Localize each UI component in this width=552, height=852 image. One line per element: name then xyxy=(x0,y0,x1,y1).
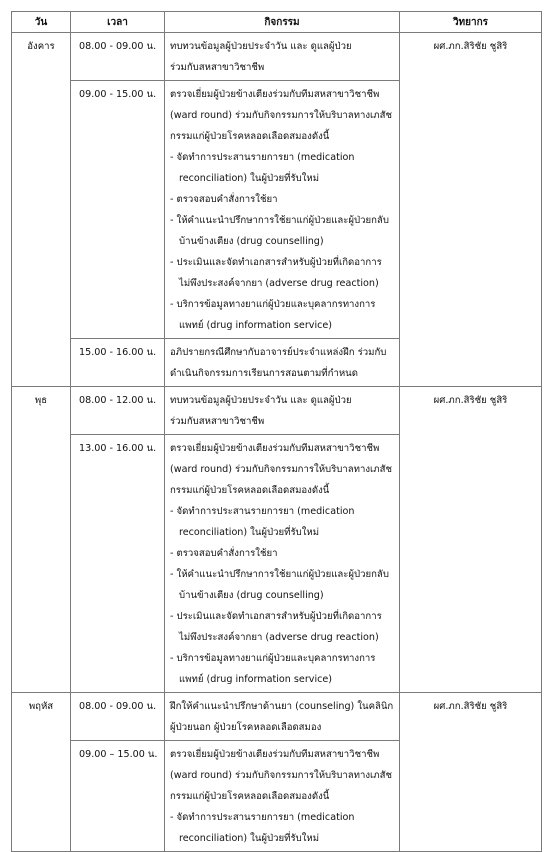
table-row xyxy=(12,387,542,435)
activity-line: ตรวจเยี่ยมผู้ป่วยข้างเตียงร่วมกับทีมสหสาขาวิชาชีพ xyxy=(170,89,380,100)
activity-cell xyxy=(165,693,400,741)
header-day: วัน xyxy=(12,12,71,33)
activity-line: ฝึกให้คำแนะนำปรึกษาด้านยา (counseling) ในคลินิก xyxy=(170,701,394,712)
schedule-body xyxy=(12,33,542,852)
activity-line: (ward round) ร่วมกับกิจกรรมการให้บริบาลทางเภสัช xyxy=(170,464,392,475)
activity-line: แพทย์ (drug information service) xyxy=(179,674,333,685)
activity-line: ตรวจเยี่ยมผู้ป่วยข้างเตียงร่วมกับทีมสหสาขาวิชาชีพ xyxy=(170,443,380,454)
activity-line: ทบทวนข้อมูลผู้ป่วยประจำวัน และ ดูแลผู้ป่วย xyxy=(170,41,352,52)
activity-line: กรรมแก่ผู้ป่วยโรคหลอดเลือดสมองดังนี้ xyxy=(170,131,330,142)
activity-line: - ให้คำแนะนำปรึกษาการใช้ยาแก่ผู้ป่วยและผู้ป่วยกลับ xyxy=(170,215,389,226)
speaker-cell: ผศ.ภก.สิริชัย ชูสิริ xyxy=(400,693,542,852)
activity-line: reconciliation) ในผู้ป่วยที่รับใหม่ xyxy=(179,173,320,184)
header-speaker: วิทยากร xyxy=(400,12,542,33)
schedule-table xyxy=(11,11,542,852)
activity-line: ร่วมกับสหสาขาวิชาชีพ xyxy=(170,62,265,73)
header-activity: กิจกรรม xyxy=(165,12,400,33)
activity-line: บ้านข้างเตียง (drug counselling) xyxy=(179,590,324,601)
activity-line: ผู้ป่วยนอก ผู้ป่วยโรคหลอดเลือดสมอง xyxy=(170,722,322,733)
activity-line: ดำเนินกิจกรรมการเรียนการสอนตามที่กำหนด xyxy=(170,368,358,379)
activity-line: - จัดทำการประสานรายการยา (medication xyxy=(170,152,355,163)
activity-line: ไม่พึงประสงค์จากยา (adverse drug reaction) xyxy=(179,632,379,643)
activity-cell xyxy=(165,741,400,852)
activity-line: - ประเมินและจัดทำเอกสารสำหรับผู้ป่วยที่เกิดอาการ xyxy=(170,611,382,622)
activity-line: reconciliation) ในผู้ป่วยที่รับใหม่ xyxy=(179,833,320,844)
header-time: เวลา xyxy=(71,12,165,33)
speaker-cell: ผศ.ภก.สิริชัย ชูสิริ xyxy=(400,33,542,387)
activity-line: - ให้คำแนะนำปรึกษาการใช้ยาแก่ผู้ป่วยและผู้ป่วยกลับ xyxy=(170,569,389,580)
activity-line: บ้านข้างเตียง (drug counselling) xyxy=(179,236,324,247)
day-cell: อังคาร xyxy=(12,33,71,387)
activity-line: กรรมแก่ผู้ป่วยโรคหลอดเลือดสมองดังนี้ xyxy=(170,791,330,802)
activity-line: กรรมแก่ผู้ป่วยโรคหลอดเลือดสมองดังนี้ xyxy=(170,485,330,496)
activity-cell xyxy=(165,33,400,81)
time-cell: 09.00 - 15.00 น. xyxy=(71,81,165,339)
activity-line: ทบทวนข้อมูลผู้ป่วยประจำวัน และ ดูแลผู้ป่วย xyxy=(170,395,352,406)
activity-line: - ตรวจสอบคำสั่งการใช้ยา xyxy=(170,194,278,205)
activity-line: reconciliation) ในผู้ป่วยที่รับใหม่ xyxy=(179,527,320,538)
activity-cell xyxy=(165,339,400,387)
activity-line: - จัดทำการประสานรายการยา (medication xyxy=(170,812,355,823)
activity-cell xyxy=(165,435,400,693)
day-cell: พุธ xyxy=(12,387,71,693)
activity-line: แพทย์ (drug information service) xyxy=(179,320,333,331)
activity-line: (ward round) ร่วมกับกิจกรรมการให้บริบาลทางเภสัช xyxy=(170,770,392,781)
time-cell: 08.00 - 12.00 น. xyxy=(71,387,165,435)
time-cell: 08.00 - 09.00 น. xyxy=(71,693,165,741)
activity-line: - บริการข้อมูลทางยาแก่ผู้ป่วยและบุคลากรทางการ xyxy=(170,653,376,664)
activity-line: - บริการข้อมูลทางยาแก่ผู้ป่วยและบุคลากรทางการ xyxy=(170,299,376,310)
activity-line: - ตรวจสอบคำสั่งการใช้ยา xyxy=(170,548,278,559)
time-cell: 15.00 - 16.00 น. xyxy=(71,339,165,387)
day-cell: พฤหัส xyxy=(12,693,71,852)
activity-cell xyxy=(165,81,400,339)
activity-line: - ประเมินและจัดทำเอกสารสำหรับผู้ป่วยที่เกิดอาการ xyxy=(170,257,382,268)
speaker-cell: ผศ.ภก.สิริชัย ชูสิริ xyxy=(400,387,542,693)
time-cell: 09.00 – 15.00 น. xyxy=(71,741,165,852)
time-cell: 13.00 - 16.00 น. xyxy=(71,435,165,693)
activity-line: - จัดทำการประสานรายการยา (medication xyxy=(170,506,355,517)
table-row xyxy=(12,693,542,741)
activity-cell xyxy=(165,387,400,435)
activity-line: ร่วมกับสหสาขาวิชาชีพ xyxy=(170,416,265,427)
activity-line: ไม่พึงประสงค์จากยา (adverse drug reaction) xyxy=(179,278,379,289)
activity-line: (ward round) ร่วมกับกิจกรรมการให้บริบาลทางเภสัช xyxy=(170,110,392,121)
activity-line: อภิปรายกรณีศึกษากับอาจารย์ประจำแหล่งฝึก ร่วมกับ xyxy=(170,347,387,358)
time-cell: 08.00 - 09.00 น. xyxy=(71,33,165,81)
table-row xyxy=(12,33,542,81)
header-row xyxy=(12,12,542,33)
activity-line: ตรวจเยี่ยมผู้ป่วยข้างเตียงร่วมกับทีมสหสาขาวิชาชีพ xyxy=(170,749,380,760)
